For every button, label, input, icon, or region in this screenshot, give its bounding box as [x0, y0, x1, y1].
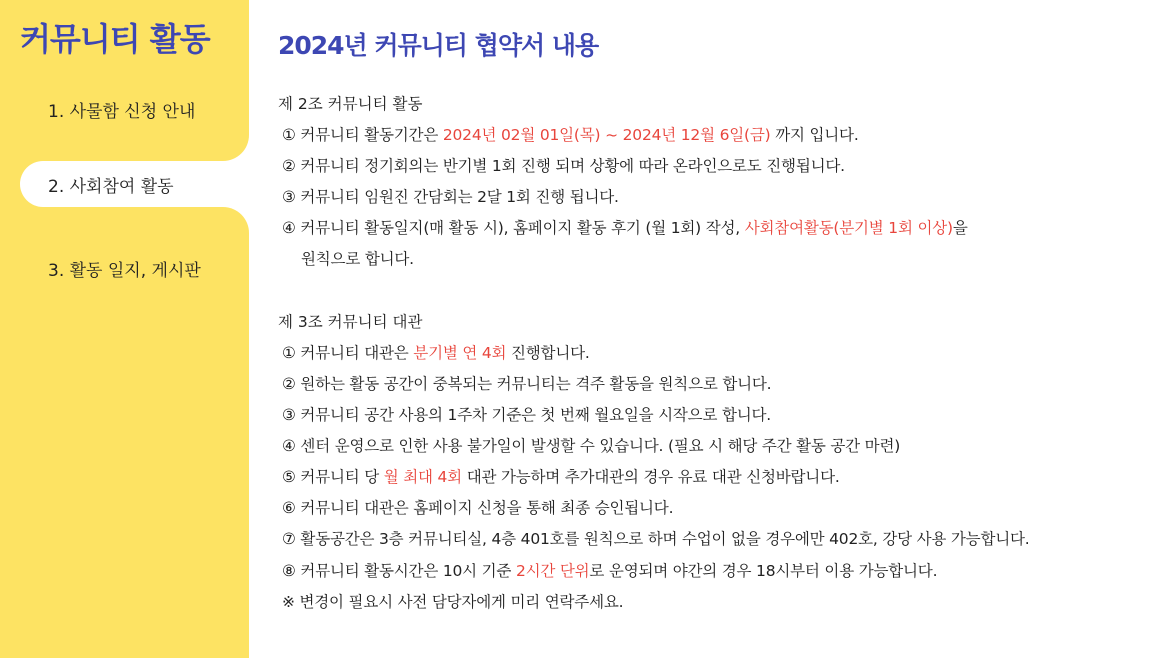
- sidebar-item-locker[interactable]: [20, 86, 249, 132]
- article2-line1: ① 커뮤니티 활동기간은 2024년 02월 01일(목) ~ 2024년 12월 6일(금) 까지 입니다.: [282, 126, 859, 144]
- article3-heading: 제 3조 커뮤니티 대관: [278, 313, 423, 331]
- article3-line4: ④ 센터 운영으로 인한 사용 불가일이 발생할 수 있습니다. (필요 시 해당 주간 활동 공간 마련): [282, 437, 901, 455]
- article2-heading: 제 2조 커뮤니티 활동: [278, 95, 423, 113]
- tab-curve-bottom: [223, 207, 249, 233]
- article2-line2: ② 커뮤니티 정기회의는 반기별 1회 진행 되며 상황에 따라 온라인으로도 진행됩니다.: [282, 157, 845, 175]
- article3-line2: ② 원하는 활동 공간이 중복되는 커뮤니티는 격주 활동을 원칙으로 합니다.: [282, 375, 772, 393]
- page-title: 2024년 커뮤니티 협약서 내용: [278, 31, 599, 60]
- article3-line1: ① 커뮤니티 대관은 분기별 연 4회 진행합니다.: [282, 344, 590, 362]
- article3-line5: ⑤ 커뮤니티 당 월 최대 4회 대관 가능하며 추가대관의 경우 유료 대관 신청바랍니다.: [282, 468, 840, 486]
- sidebar: [0, 0, 249, 658]
- tab-curve-top: [223, 135, 249, 161]
- article3-line7: ⑦ 활동공간은 3층 커뮤니티실, 4층 401호를 원칙으로 하며 수업이 없을 경우에만 402호, 강당 사용 가능합니다.: [282, 530, 1030, 548]
- article2-line4: ④ 커뮤니티 활동일지(매 활동 시), 홈페이지 활동 후기 (월 1회) 작성, 사회참여활동(분기별 1회 이상)을: [282, 219, 968, 237]
- sidebar-item-label: 2. 사회참여 활동: [48, 176, 174, 197]
- article2-line3: ③ 커뮤니티 임원진 간담회는 2달 1회 진행 됩니다.: [282, 188, 619, 206]
- article3-line6: ⑥ 커뮤니티 대관은 홈페이지 신청을 통해 최종 승인됩니다.: [282, 499, 674, 517]
- article3-note: ※ 변경이 필요시 사전 담당자에게 미리 연락주세요.: [282, 593, 624, 611]
- sidebar-item-social[interactable]: [20, 161, 249, 207]
- sidebar-item-log[interactable]: [20, 245, 249, 291]
- article3-line8: ⑧ 커뮤니티 활동시간은 10시 기준 2시간 단위로 운영되며 야간의 경우 18시부터 이용 가능합니다.: [282, 562, 938, 580]
- sidebar-item-label: 3. 활동 일지, 게시판: [48, 260, 201, 281]
- sidebar-title: 커뮤니티 활동: [20, 20, 210, 58]
- sidebar-item-label: 1. 사물함 신청 안내: [48, 101, 196, 122]
- article3-line3: ③ 커뮤니티 공간 사용의 1주차 기준은 첫 번째 월요일을 시작으로 합니다.: [282, 406, 772, 424]
- article2-line4-cont: 원칙으로 합니다.: [301, 250, 414, 268]
